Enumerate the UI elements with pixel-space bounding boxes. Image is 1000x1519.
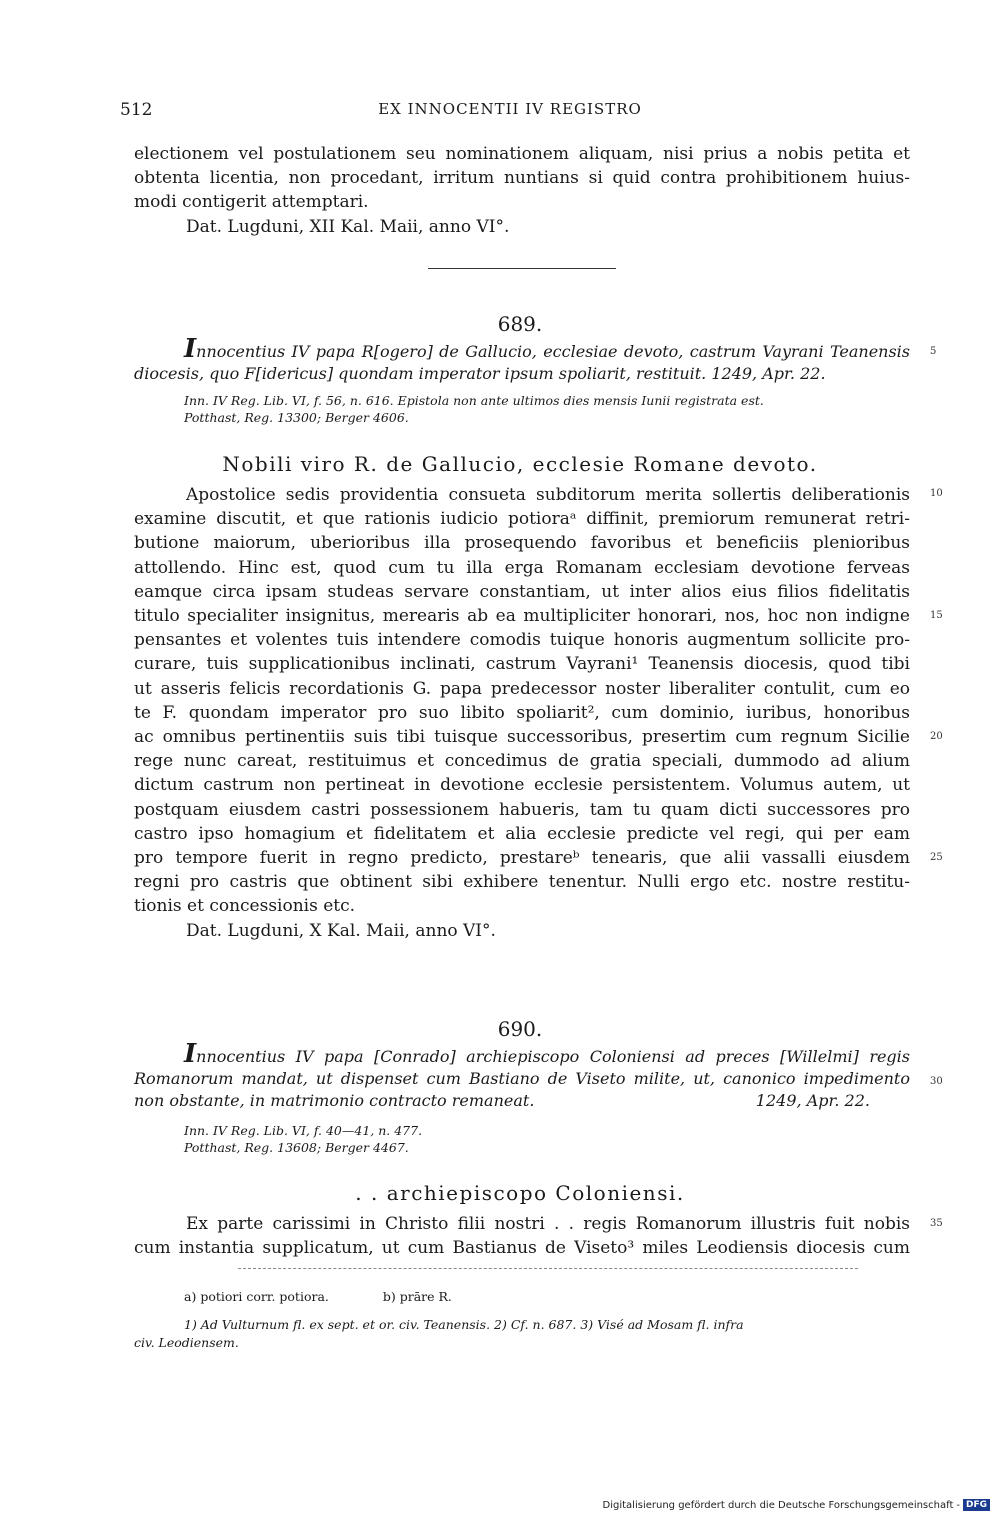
text-line: attollendo. Hinc est, quod cum tu illa erga Romanam ecclesiam devotione ferveas: [134, 557, 910, 578]
text-line: castro ipso homagium et fidelitatem et alia ecclesie predicte vel regi, qui per eam: [134, 823, 910, 844]
text-line: butione maiorum, uberioribus illa prosequendo favoribus et beneficiis plenioribus: [134, 533, 910, 554]
text-line: regni pro castris que obtinent sibi exhibere tenentur. Nulli ergo etc. nostre restitu-: [134, 872, 910, 893]
margin-line-number: 10: [930, 488, 943, 499]
source-line: Potthast, Reg. 13300; Berger 4606.: [184, 410, 409, 425]
document-number: 690.: [497, 1017, 543, 1041]
dating-line: Dat. Lugduni, XII Kal. Maii, anno VI°.: [186, 216, 510, 237]
text-line: Apostolice sedis providentia consueta subditorum merita sollertis deliberationis: [186, 485, 910, 505]
margin-line-number: 25: [930, 852, 943, 863]
regest-line: non obstante, in matrimonio contracto remaneat. 1249, Apr. 22.: [134, 1091, 870, 1110]
regest-line: Innocentius IV papa [Conrado] archiepiscopo Coloniensi ad preces [Willelmi] regis: [184, 1039, 910, 1069]
separator-rule: [428, 268, 616, 269]
footnote-separator: [238, 1268, 858, 1270]
footnote-mark: a): [184, 1289, 197, 1304]
footnote-line: 1) Ad Vulturnum fl. ex sept. et or. civ. Teanensis. 2) Cf. n. 687. 3) Visé ad Mosam fl. infra: [184, 1317, 744, 1332]
commentary-notes: [134, 1316, 910, 1352]
text-line: dictum castrum non pertineat in devotione ecclesie persistentem. Volumus autem, ut: [134, 775, 910, 796]
text-line: ac omnibus pertinentiis suis tibi tuisque successoribus, presertim cum regnum Sicilie: [134, 727, 910, 748]
running-head: EX INNOCENTII IV REGISTRO: [378, 100, 642, 118]
page-number: 512: [120, 100, 153, 120]
text-line: curare, tuis supplicationibus inclinati, castrum Vayrani¹ Teanensis diocesis, quod tibi: [134, 654, 910, 675]
margin-line-number: 30: [930, 1076, 943, 1087]
credit-text: Digitalisierung gefördert durch die Deutsche Forschungsgemeinschaft: [602, 1499, 954, 1511]
regest-line: Romanorum mandat, ut dispenset cum Bastiano de Viseto milite, ut, canonico impedimento: [134, 1069, 910, 1088]
text-line: eamque circa ipsam studeas servare constantiam, ut inter alios eius filios fidelitatis: [134, 581, 910, 602]
text-line: electionem vel postulationem seu nominationem aliquam, nisi prius a nobis petita et: [134, 144, 910, 164]
margin-line-number: 35: [930, 1218, 943, 1229]
address-line: Nobili viro R. de Gallucio, ecclesie Romane devoto.: [222, 452, 818, 476]
regest-line: Innocentius IV papa R[ogero] de Gallucio, ecclesiae devoto, castrum Vayrani Teanensis: [184, 334, 910, 364]
footnote-text: potiori corr. potiora.: [200, 1289, 329, 1304]
source-line: Inn. IV Reg. Lib. VI, f. 40—41, n. 477.: [184, 1123, 423, 1138]
source-line: Potthast, Reg. 13608; Berger 4467.: [184, 1140, 409, 1155]
text-line: rege nunc careat, restituimus et concedimus de gratia speciali, dummodo ad alium: [134, 751, 910, 772]
dating-line: Dat. Lugduni, X Kal. Maii, anno VI°.: [186, 920, 496, 941]
regest-date: 1249, Apr. 22.: [755, 1091, 870, 1110]
document-number: 689.: [497, 312, 543, 336]
text-line: te F. quondam imperator pro suo libito spoliarit², cum dominio, iuribus, honoribus: [134, 702, 910, 723]
margin-line-number: 15: [930, 610, 943, 621]
text-line: tionis et concessionis etc.: [134, 896, 356, 917]
footnote-mark: b): [382, 1289, 396, 1304]
source-line: Inn. IV Reg. Lib. VI, f. 56, n. 616. Epistola non ante ultimos dies mensis Iunii registrata est.: [184, 393, 764, 408]
regest: [134, 334, 910, 385]
doc690-text: [134, 1212, 910, 1260]
regest-line: diocesis, quo F[idericus] quondam imperator ipsum spoliarit, restituit. 1249, Apr. 22.: [134, 364, 826, 383]
text-line: examine discutit, et que rationis iudicio potioraᵃ diffinit, premiorum remunerat retri-: [134, 509, 910, 530]
text-line: obtenta licentia, non procedant, irritum nuntians si quid contra prohibitionem huius-: [134, 168, 910, 189]
text-line: ut asseris felicis recordationis G. papa predecessor noster liberaliter contulit, cum eo: [134, 678, 910, 699]
dfg-logo: DFG: [963, 1499, 990, 1511]
regest: [134, 1039, 910, 1112]
text-line: titulo specialiter insignitus, merearis ab ea multipliciter honorari, nos, hoc non indigne: [134, 606, 910, 627]
source-note: [184, 392, 910, 426]
margin-line-number: 5: [930, 346, 937, 357]
text-line: cum instantia supplicatum, ut cum Bastianus de Viseto³ miles Leodiensis diocesis cum: [134, 1238, 910, 1259]
source-note: [184, 1122, 910, 1156]
text-line: modi contigerit attemptari.: [134, 192, 369, 213]
text-line: pro tempore fuerit in regno predicto, prestareᵇ tenearis, que alii vassalli eiusdem: [134, 848, 910, 869]
text-line: pensantes et volentes tuis intendere comodis tuique honoris augmentum sollicite pro-: [134, 630, 910, 651]
prev-doc-text: [134, 142, 910, 239]
doc689-text: [134, 483, 910, 943]
text-line: postquam eiusdem castri possessionem habueris, tam tu quam dicti successores pro: [134, 799, 910, 820]
text-line: Ex parte carissimi in Christo filii nostri . . regis Romanorum illustris fuit nobis: [186, 1214, 910, 1234]
margin-line-number: 20: [930, 731, 943, 742]
critical-apparatus: [184, 1288, 910, 1306]
footnote-line: civ. Leodiensem.: [134, 1335, 239, 1350]
digitization-credit: Digitalisierung gefördert durch die Deutsche Forschungsgemeinschaft - DFG: [603, 1499, 990, 1511]
address-line: . . archiepiscopo Coloniensi.: [355, 1181, 685, 1205]
initial-letter: I: [184, 1039, 197, 1069]
initial-letter: I: [184, 334, 197, 364]
footnote-text: prāre R.: [399, 1289, 452, 1304]
